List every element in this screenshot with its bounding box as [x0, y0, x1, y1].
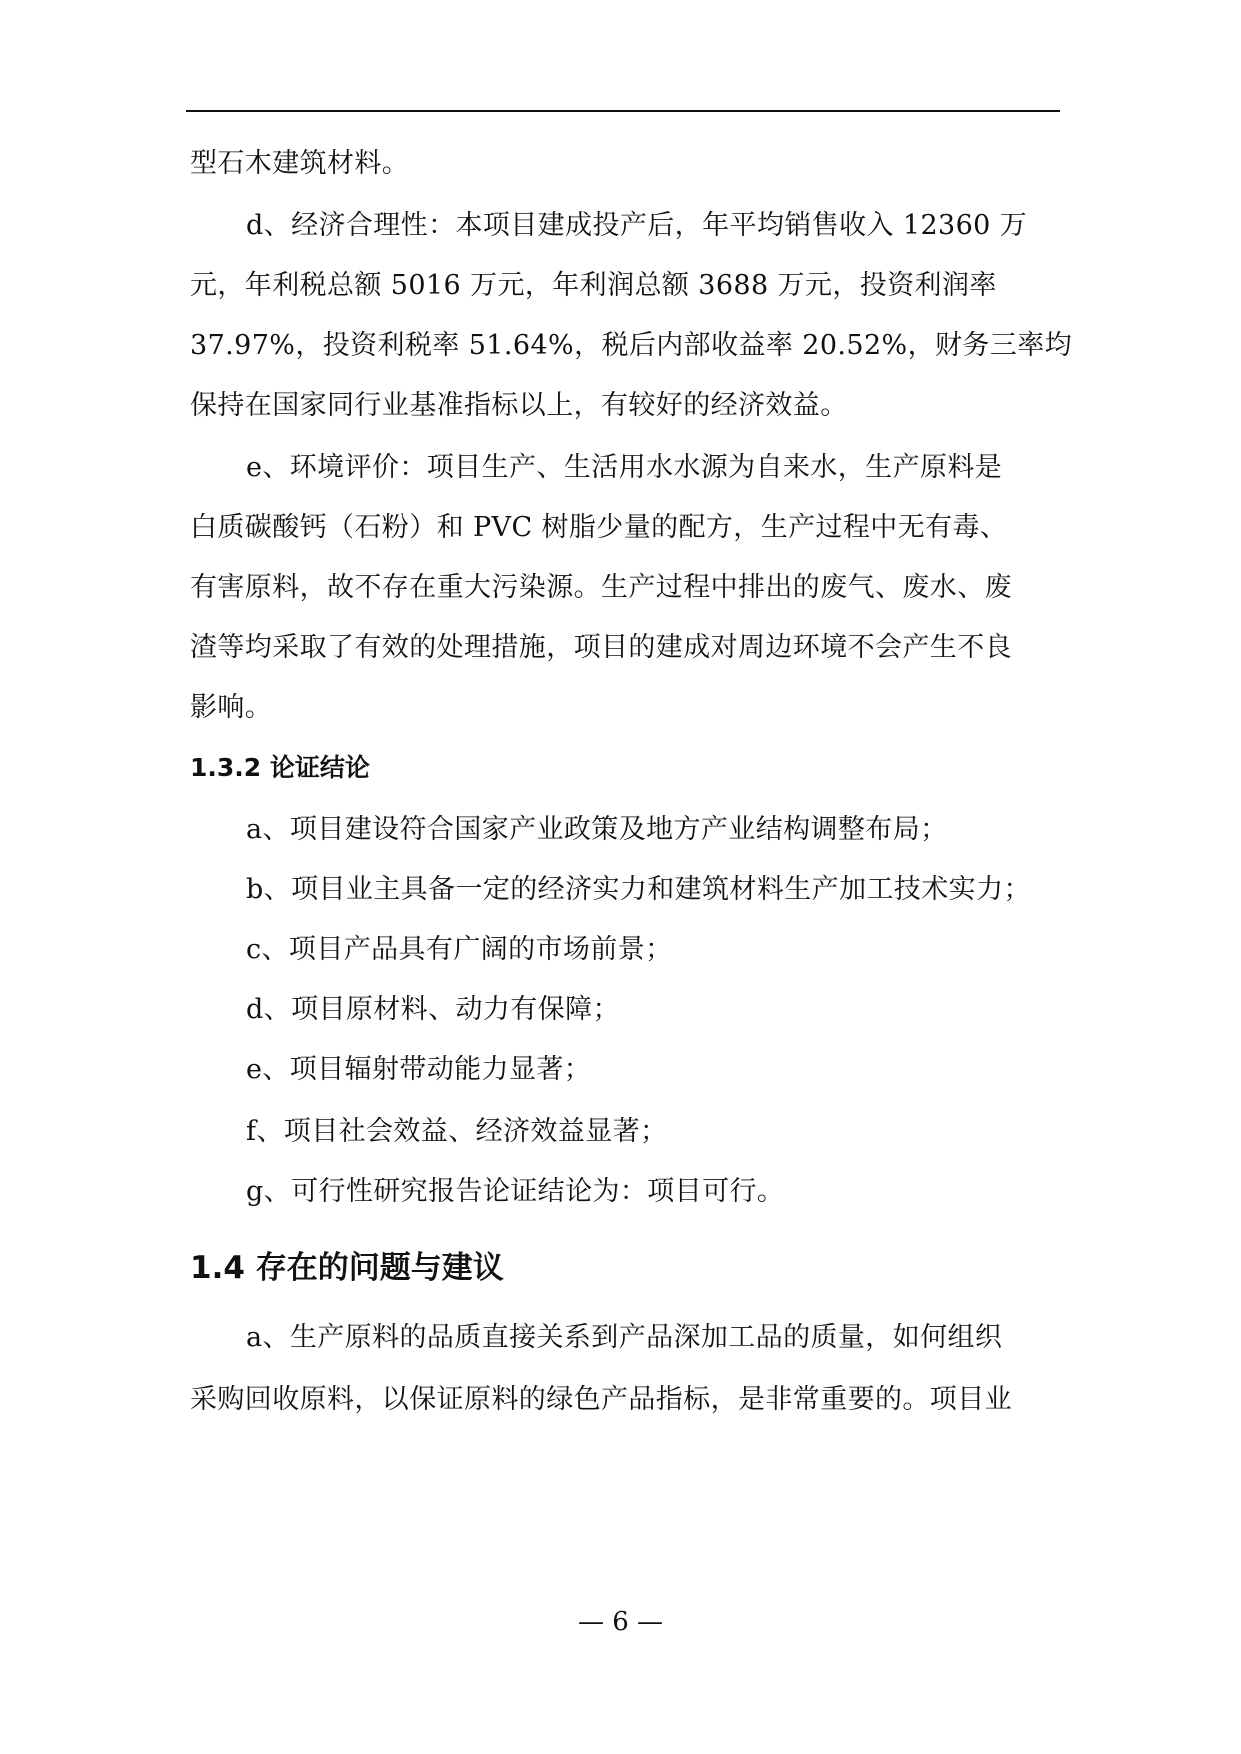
paragraph-line: a、生产原料的品质直接关系到产品深加工品的质量，如何组织 [246, 1322, 1003, 1353]
paragraph-line: 元，年利税总额 5016 万元，年利润总额 3688 万元，投资利润率 [190, 270, 997, 301]
paragraph-line: 采购回收原料，以保证原料的绿色产品指标，是非常重要的。项目业 [190, 1384, 1012, 1415]
section-heading-1-4: 1.4 存在的问题与建议 [190, 1250, 504, 1286]
paragraph-line: 有害原料，故不存在重大污染源。生产过程中排出的废气、废水、废 [190, 572, 1012, 603]
paragraph-line: 影响。 [190, 692, 273, 723]
paragraph-line: 37.97%，投资利税率 51.64%，税后内部收益率 20.52%，财务三率均 [190, 330, 1073, 361]
paragraph-line: 白质碳酸钙（石粉）和 PVC 树脂少量的配方，生产过程中无有毒、 [190, 512, 1008, 543]
paragraph-line: e、环境评价：项目生产、生活用水水源为自来水，生产原料是 [246, 452, 1003, 483]
list-item: f、项目社会效益、经济效益显著； [246, 1116, 668, 1147]
section-heading-1-3-2: 1.3.2 论证结论 [190, 753, 370, 782]
paragraph-line: 渣等均采取了有效的处理措施，项目的建成对周边环境不会产生不良 [190, 632, 1012, 663]
header-rule [186, 110, 1060, 112]
list-item: a、项目建设符合国家产业政策及地方产业结构调整布局； [246, 814, 948, 845]
paragraph-line: 型石木建筑材料。 [190, 148, 410, 179]
list-item: e、项目辐射带动能力显著； [246, 1054, 592, 1085]
page-number: — 6 — [577, 1607, 664, 1637]
list-item: c、项目产品具有广阔的市场前景； [246, 934, 673, 965]
list-item: b、项目业主具备一定的经济实力和建筑材料生产加工技术实力； [246, 874, 1031, 905]
paragraph-line: d、经济合理性：本项目建成投产后，年平均销售收入 12360 万 [246, 210, 1028, 241]
list-item: g、可行性研究报告论证结论为：项目可行。 [246, 1176, 785, 1207]
paragraph-line: 保持在国家同行业基准指标以上，有较好的经济效益。 [190, 390, 848, 421]
list-item: d、项目原材料、动力有保障； [246, 994, 620, 1025]
